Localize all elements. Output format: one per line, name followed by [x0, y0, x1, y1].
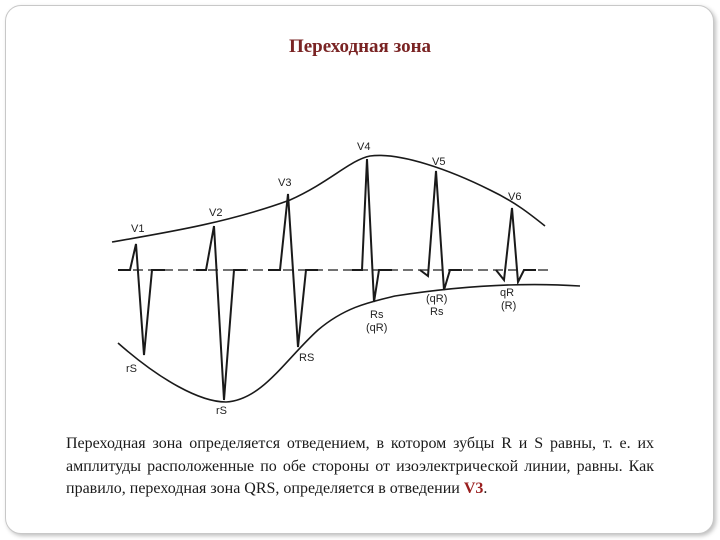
slide-title: Переходная зона: [288, 36, 432, 57]
complex-label-v2: rS: [216, 405, 227, 417]
lead-label-v2: V2: [209, 207, 223, 219]
explanation-end: .: [483, 480, 488, 497]
highlighted-lead: V3: [463, 480, 484, 497]
complex-label-v6: qR: [500, 287, 515, 299]
qrs-complex-v2: [196, 226, 246, 400]
qrs-complex-v6: [496, 208, 536, 282]
lead-label-v6: V6: [508, 191, 522, 203]
lead-label-v4: V4: [357, 141, 371, 153]
complex-label-v3: RS: [299, 352, 315, 364]
complex-alt-label-v6: (R): [501, 300, 517, 312]
qrs-complex-v5: [420, 171, 462, 290]
qrs-complex-v4: [352, 159, 392, 302]
complex-alt-label-v4: (qR): [366, 322, 388, 334]
complex-label-v5: (qR): [426, 293, 448, 305]
lead-label-v1: V1: [131, 223, 145, 235]
explanation-paragraph: [66, 433, 654, 501]
complex-label-v4: Rs: [370, 309, 384, 321]
r-wave-envelope-curve: [112, 155, 545, 242]
complex-label-v1: rS: [126, 363, 137, 375]
qrs-complex-v3: [268, 194, 318, 347]
lead-label-v3: V3: [278, 177, 292, 189]
complex-alt-label-v5: Rs: [430, 306, 444, 318]
qrs-complex-v1: [118, 244, 165, 355]
explanation-text: Переходная зона определяется отведением, в котором зубцы R и S равны, т. е. их амплитуды расположенные по обе стороны от изоэлектрической линии, равны. Как правило, переходная зона QRS, определяется в отведении: [66, 435, 654, 497]
lead-label-v5: V5: [432, 156, 446, 168]
